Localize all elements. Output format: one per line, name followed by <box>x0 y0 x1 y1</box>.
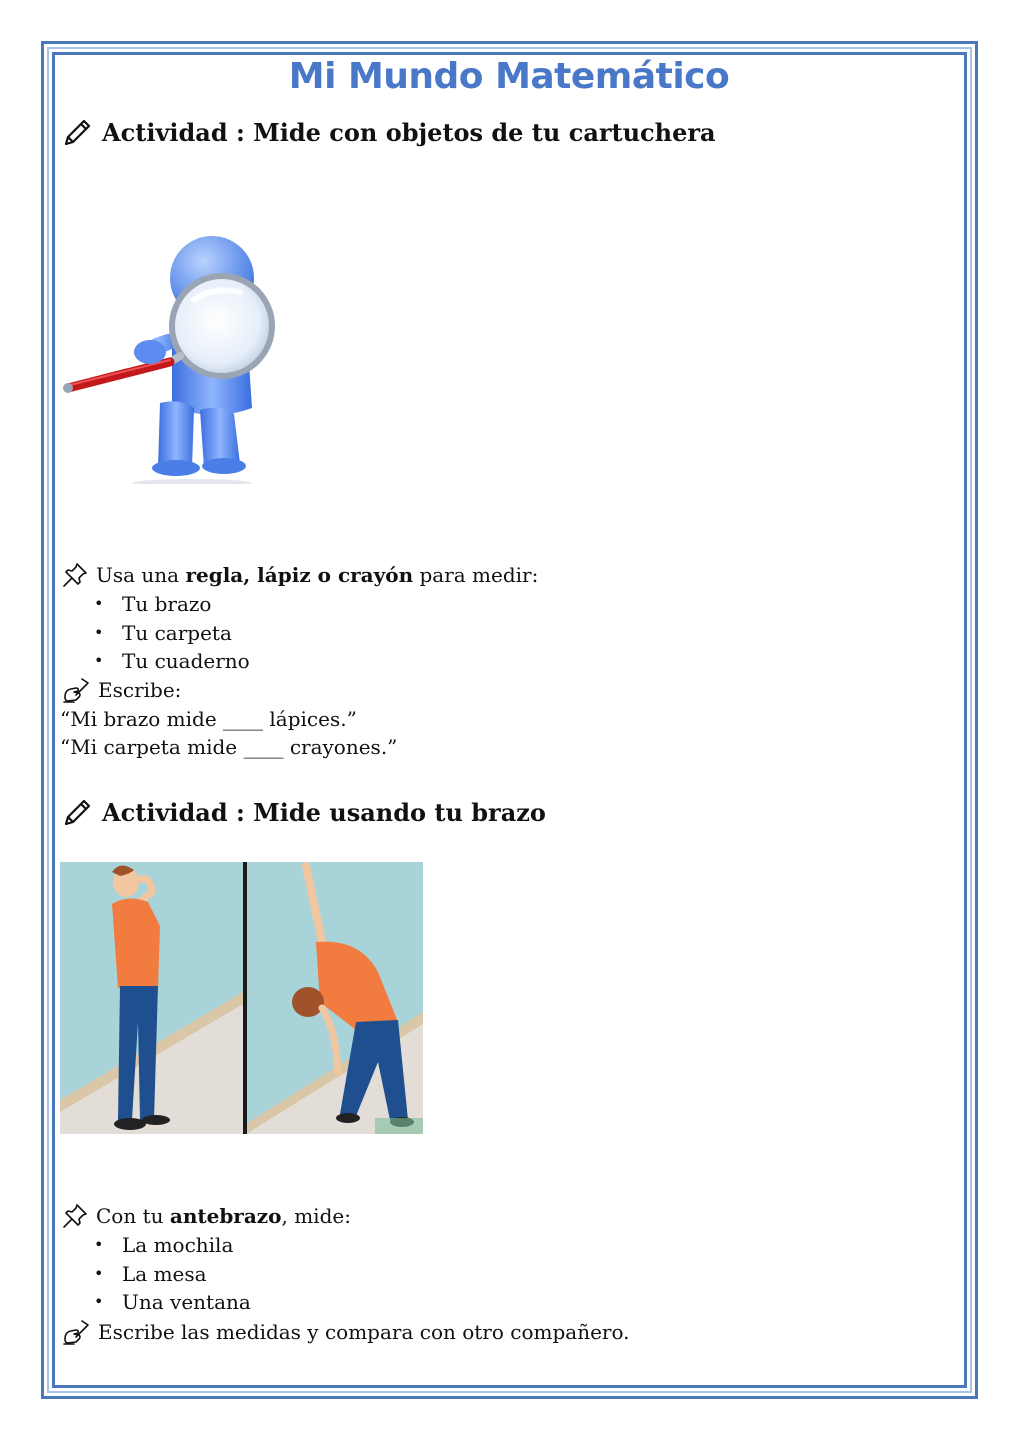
writing-hand-icon <box>62 1319 90 1345</box>
activity2-heading-row <box>62 796 546 828</box>
list-item: • Tu brazo <box>94 590 250 619</box>
list-item: • La mesa <box>94 1260 251 1289</box>
activity2-instruction-pre: Con tu <box>96 1204 170 1228</box>
activity1-sentence-2: “Mi carpeta mide ____ crayones.” <box>60 735 398 759</box>
activity1-instruction-post: para medir: <box>413 563 539 587</box>
activity2-closing-row <box>62 1319 630 1345</box>
list-item: • Tu carpeta <box>94 619 250 648</box>
pushpin-icon <box>62 562 88 588</box>
activity1-instruction-bold: regla, lápiz o crayón <box>185 563 414 587</box>
list-item: • La mochila <box>94 1231 251 1260</box>
activity1-instruction <box>62 562 538 588</box>
page-title: Mi Mundo Matemático <box>288 56 730 97</box>
activity2-closing: Escribe las medidas y compara con otro compañero. <box>98 1320 630 1344</box>
activity1-heading: Actividad : Mide con objetos de tu cartuchera <box>102 117 716 147</box>
activity2-list <box>94 1231 251 1317</box>
activity1-write-row <box>62 677 181 703</box>
pencil-icon <box>62 796 94 828</box>
arm-measure-illustration <box>60 862 423 1134</box>
activity1-sentence-1: “Mi brazo mide ____ lápices.” <box>60 707 357 731</box>
activity1-instruction-pre: Usa una <box>96 563 186 587</box>
list-item: • Tu cuaderno <box>94 647 250 676</box>
activity1-list <box>94 590 250 676</box>
activity2-instruction <box>62 1203 351 1229</box>
activity2-heading: Actividad : Mide usando tu brazo <box>102 797 546 827</box>
writing-hand-icon <box>62 677 90 703</box>
list-item: • Una ventana <box>94 1288 251 1317</box>
pushpin-icon <box>62 1203 88 1229</box>
activity1-write-label: Escribe: <box>98 678 182 702</box>
pencil-icon <box>62 116 94 148</box>
activity2-instruction-bold: antebrazo <box>169 1204 282 1228</box>
activity2-instruction-post: , mide: <box>281 1204 351 1228</box>
magnifier-figure-image <box>62 228 302 484</box>
activity1-heading-row <box>62 116 716 148</box>
